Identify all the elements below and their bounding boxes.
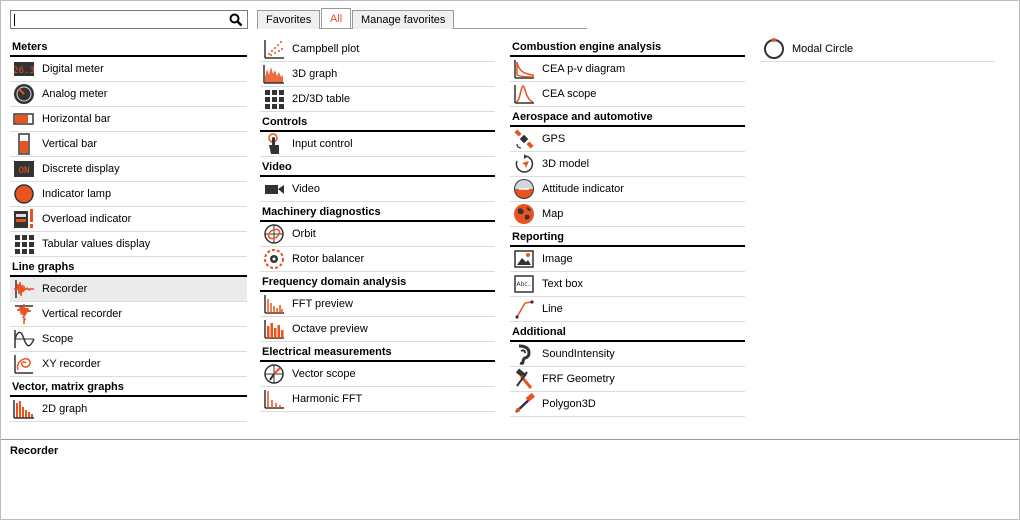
category-heading: Combustion engine analysis xyxy=(510,37,745,57)
instrument-column-1 xyxy=(10,37,247,422)
instrument-item-vertical-bar[interactable] xyxy=(10,132,247,157)
instrument-item-cea-pv-diagram[interactable] xyxy=(510,57,745,82)
tab-favorites[interactable]: Favorites xyxy=(257,10,320,29)
rotor-balancer-icon xyxy=(263,248,285,270)
line-icon xyxy=(513,298,535,320)
instrument-label: Discrete display xyxy=(42,163,120,175)
category-heading: Video xyxy=(260,157,495,177)
instrument-label: Vertical recorder xyxy=(42,308,123,320)
instrument-item-discrete-display[interactable] xyxy=(10,157,247,182)
instrument-label: 3D graph xyxy=(292,68,338,80)
instrument-label: Harmonic FFT xyxy=(292,393,363,405)
instrument-label: CEA scope xyxy=(542,88,597,100)
instrument-item-orbit[interactable] xyxy=(260,222,495,247)
description-title: Recorder xyxy=(10,445,59,457)
category-heading: Controls xyxy=(260,112,495,132)
instrument-label: Analog meter xyxy=(42,88,108,100)
map-globe-icon xyxy=(513,203,535,225)
search-input[interactable] xyxy=(11,11,221,28)
fft-preview-icon xyxy=(263,293,285,315)
instrument-item-xy-recorder[interactable] xyxy=(10,352,247,377)
instrument-label: Map xyxy=(542,208,564,220)
instrument-item-harmonic-fft[interactable] xyxy=(260,387,495,412)
vertical-recorder-icon xyxy=(13,303,35,325)
instrument-item-modal-circle[interactable] xyxy=(760,37,995,62)
instrument-item-rotor-balancer[interactable] xyxy=(260,247,495,272)
instrument-item-attitude-indicator[interactable] xyxy=(510,177,745,202)
indicator-lamp-icon xyxy=(13,183,35,205)
xy-recorder-icon xyxy=(13,353,35,375)
vector-scope-icon xyxy=(263,363,285,385)
instrument-label: 2D graph xyxy=(42,403,88,415)
instrument-label: CEA p-v diagram xyxy=(542,63,626,75)
table-2d3d-icon xyxy=(263,88,285,110)
instrument-label: Indicator lamp xyxy=(42,188,112,200)
instrument-label: XY recorder xyxy=(42,358,101,370)
description-divider xyxy=(1,439,1019,440)
instrument-item-vector-scope[interactable] xyxy=(260,362,495,387)
vertical-bar-icon xyxy=(13,133,35,155)
instrument-item-campbell-plot[interactable] xyxy=(260,37,495,62)
instrument-item-graph-3d[interactable] xyxy=(260,62,495,87)
text-caret xyxy=(14,14,15,26)
instrument-item-scope[interactable] xyxy=(10,327,247,352)
polygon3d-icon xyxy=(513,393,535,415)
instrument-label: Rotor balancer xyxy=(292,253,365,265)
instrument-label: Recorder xyxy=(42,283,88,295)
svg-text:ON: ON xyxy=(18,166,30,176)
instrument-item-video[interactable] xyxy=(260,177,495,202)
orbit-icon xyxy=(263,223,285,245)
instrument-item-vertical-recorder[interactable] xyxy=(10,302,247,327)
instrument-item-cea-scope[interactable] xyxy=(510,82,745,107)
discrete-display-icon xyxy=(13,158,35,180)
instrument-label: FFT preview xyxy=(292,298,353,310)
tab-bar xyxy=(257,10,587,29)
instrument-label: SoundIntensity xyxy=(542,348,615,360)
instrument-label: Vertical bar xyxy=(42,138,98,150)
instrument-label: Overload indicator xyxy=(42,213,132,225)
digital-meter-icon xyxy=(13,58,35,80)
instrument-label: Octave preview xyxy=(292,323,368,335)
instrument-item-analog-meter[interactable] xyxy=(10,82,247,107)
instrument-label: 3D model xyxy=(542,158,590,170)
instrument-label: Vector scope xyxy=(292,368,356,380)
input-control-icon xyxy=(263,133,285,155)
video-icon xyxy=(263,178,285,200)
text-box-icon xyxy=(513,273,535,295)
frf-geometry-icon xyxy=(513,368,535,390)
instrument-item-digital-meter[interactable] xyxy=(10,57,247,82)
instrument-item-image[interactable] xyxy=(510,247,745,272)
image-icon xyxy=(513,248,535,270)
modal-circle-icon xyxy=(763,38,785,60)
category-heading: Line graphs xyxy=(10,257,247,277)
instrument-item-text-box[interactable] xyxy=(510,272,745,297)
instrument-label: 2D/3D table xyxy=(292,93,351,105)
instrument-label: Scope xyxy=(42,333,74,345)
instrument-column-4 xyxy=(760,37,995,62)
search-icon[interactable] xyxy=(229,13,243,27)
svg-text:Abc..: Abc.. xyxy=(516,281,532,288)
instrument-item-map-globe[interactable] xyxy=(510,202,745,227)
instrument-item-graph-2d[interactable] xyxy=(10,397,247,422)
instrument-item-input-control[interactable] xyxy=(260,132,495,157)
instrument-item-table-2d3d[interactable] xyxy=(260,87,495,112)
instrument-label: Line xyxy=(542,303,563,315)
gps-satellite-icon xyxy=(513,128,535,150)
tabular-values-icon xyxy=(13,233,35,255)
instrument-item-horizontal-bar[interactable] xyxy=(10,107,247,132)
cea-pv-diagram-icon xyxy=(513,58,535,80)
instrument-label: Campbell plot xyxy=(292,43,360,55)
category-heading: Additional xyxy=(510,322,745,342)
instrument-item-indicator-lamp[interactable] xyxy=(10,182,247,207)
horizontal-bar-icon xyxy=(13,108,35,130)
graph-3d-icon xyxy=(263,63,285,85)
octave-preview-icon xyxy=(263,318,285,340)
tab-all[interactable]: All xyxy=(321,8,351,28)
instrument-item-line[interactable] xyxy=(510,297,745,322)
instrument-item-sound-intensity[interactable] xyxy=(510,342,745,367)
instrument-label: Modal Circle xyxy=(792,43,854,55)
instrument-label: Digital meter xyxy=(42,63,104,75)
instrument-column-2 xyxy=(260,37,495,412)
campbell-plot-icon xyxy=(263,38,285,60)
tab-manage-favorites[interactable]: Manage favorites xyxy=(352,10,454,29)
instrument-label: Text box xyxy=(542,278,583,290)
recorder-icon xyxy=(13,278,35,300)
instrument-item-fft-preview[interactable] xyxy=(260,292,495,317)
instrument-item-overload-indicator[interactable] xyxy=(10,207,247,232)
category-heading: Electrical measurements xyxy=(260,342,495,362)
instrument-label: Attitude indicator xyxy=(542,183,624,195)
instrument-label: Image xyxy=(542,253,573,265)
instrument-column-3 xyxy=(510,37,745,417)
overload-indicator-icon xyxy=(13,208,35,230)
graph-2d-icon xyxy=(13,398,35,420)
analog-meter-icon xyxy=(13,83,35,105)
sound-intensity-icon xyxy=(513,343,535,365)
instrument-item-recorder[interactable] xyxy=(10,277,247,302)
harmonic-fft-icon xyxy=(263,388,285,410)
cea-scope-icon xyxy=(513,83,535,105)
instrument-label: Orbit xyxy=(292,228,316,240)
instrument-label: FRF Geometry xyxy=(542,373,615,385)
instrument-label: Polygon3D xyxy=(542,398,596,410)
instrument-item-model-3d[interactable] xyxy=(510,152,745,177)
instrument-label: Video xyxy=(292,183,320,195)
scope-icon xyxy=(13,328,35,350)
category-heading: Machinery diagnostics xyxy=(260,202,495,222)
category-heading: Meters xyxy=(10,37,247,57)
svg-text:26.3: 26.3 xyxy=(13,66,35,76)
instrument-item-polygon3d[interactable] xyxy=(510,392,745,417)
instrument-label: Tabular values display xyxy=(42,238,151,250)
instrument-label: Input control xyxy=(292,138,353,150)
search-box[interactable] xyxy=(10,10,248,29)
category-heading: Vector, matrix graphs xyxy=(10,377,247,397)
category-heading: Frequency domain analysis xyxy=(260,272,495,292)
instrument-item-gps-satellite[interactable] xyxy=(510,127,745,152)
instrument-item-tabular-values[interactable] xyxy=(10,232,247,257)
instrument-item-octave-preview[interactable] xyxy=(260,317,495,342)
category-heading: Reporting xyxy=(510,227,745,247)
instrument-item-frf-geometry[interactable] xyxy=(510,367,745,392)
instrument-label: Horizontal bar xyxy=(42,113,111,125)
model-3d-icon xyxy=(513,153,535,175)
attitude-indicator-icon xyxy=(513,178,535,200)
instrument-label: GPS xyxy=(542,133,566,145)
category-heading: Aerospace and automotive xyxy=(510,107,745,127)
